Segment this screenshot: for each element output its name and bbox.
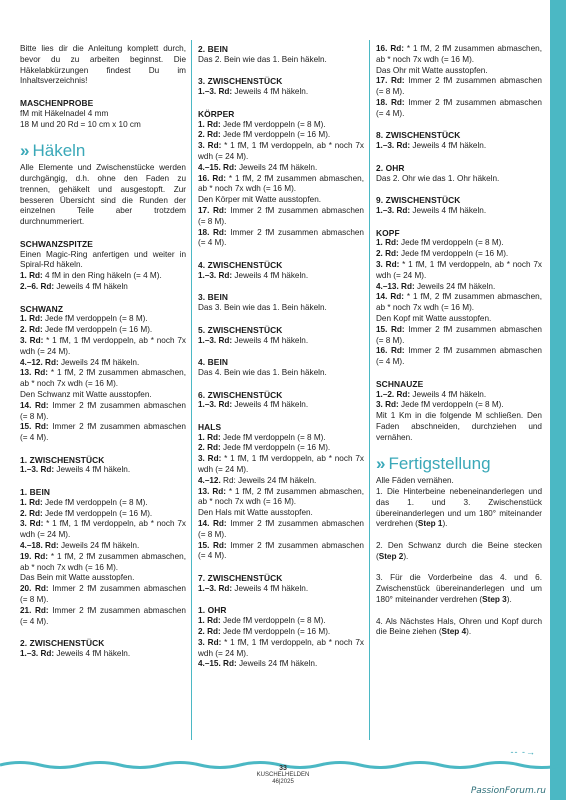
round-text: Jede fM verdoppeln (= 8 M). — [398, 400, 504, 410]
round-text: Immer 2 fM zusammen abmaschen (= 8 M). — [376, 324, 542, 345]
instruction-line — [198, 487, 364, 509]
section-heading: 5. ZWISCHENSTÜCK — [198, 324, 283, 335]
round-label: 1. Rd: — [198, 616, 221, 626]
instruction-line — [198, 519, 364, 541]
issue-number: 46|2025 — [272, 779, 294, 785]
round-text: Jeweils 4 fM häkeln. — [232, 270, 309, 280]
instruction-line — [198, 163, 364, 174]
instruction-line — [20, 390, 186, 401]
round-text: * 1 fM, 2 fM zusammen abmaschen, ab * noch 7x wdh (= 16 M). — [376, 292, 542, 313]
round-text: Jeweils 24 fM häkeln. — [236, 659, 318, 669]
section-heading: SCHNAUZE — [376, 378, 424, 389]
instruction-line — [20, 401, 186, 423]
right-edge-decoration — [550, 0, 566, 800]
instruction-line — [20, 606, 186, 628]
instruction-line — [198, 627, 364, 638]
round-text: Jede fM verdoppeln (= 8 M). — [220, 119, 326, 129]
step-reference: Step 1 — [417, 519, 443, 529]
round-label: 1.–3. Rd: — [198, 583, 233, 593]
round-text: Jeweils 24 fM häkeln. — [414, 281, 496, 291]
round-text: * 1 fM, 1 fM verdoppeln, ab * noch 7x wdh (= 24 M). — [20, 519, 186, 540]
round-text: * 1 fM, 1 fM verdoppeln, ab * noch 7x wdh (= 24 M). — [198, 454, 364, 475]
section-heading: SCHWANZ — [20, 303, 64, 314]
round-label: 1. Rd: — [198, 119, 221, 129]
instruction-line — [376, 238, 542, 249]
instruction-line — [198, 87, 364, 98]
round-label: 13. Rd: — [20, 368, 48, 378]
instruction-line — [198, 195, 364, 206]
round-text: Jeweils 4 fM häkeln. — [232, 335, 309, 345]
instruction-line — [198, 400, 364, 411]
instruction-line — [20, 509, 186, 520]
round-label: 16. Rd: — [376, 44, 404, 53]
instruction-line: Das 4. Bein wie das 1. Bein häkeln. — [198, 367, 327, 377]
round-label: 1.–3. Rd: — [198, 400, 233, 410]
round-text: Immer 2 fM zusammen abmaschen (= 4 M). — [20, 422, 186, 443]
round-label: 2. Rd: — [20, 508, 43, 518]
instruction-line — [20, 368, 186, 390]
round-text: * 1 fM, 2 fM zusammen abmaschen, ab * noch 7x wdh (= 16 M). — [198, 173, 364, 194]
round-text: Jede fM verdoppeln (= 8 M). — [220, 616, 326, 626]
round-text: Das Bein mit Watte ausstopfen. — [20, 573, 135, 583]
instruction-line — [198, 433, 364, 444]
section-heading: 2. BEIN — [198, 44, 229, 54]
round-text: Immer 2 fM zusammen abmaschen (= 4 M). — [20, 605, 186, 626]
round-text: Immer 2 fM zusammen abmaschen (= 8 M). — [198, 205, 364, 226]
instruction-line — [376, 249, 542, 260]
column-divider — [191, 40, 192, 740]
step-reference: Step 3 — [482, 595, 507, 605]
round-label: 16. Rd: — [198, 173, 226, 183]
instruction-line — [376, 260, 542, 282]
round-label: 2. Rd: — [198, 130, 221, 140]
assembly-step: 4. Als Nächstes Hals, Ohren und Kopf durch die Beine ziehen (Step 4). — [376, 616, 542, 637]
round-text: Jede fM verdoppeln (= 8 M). — [398, 238, 504, 248]
round-text: Jede fM verdoppeln (= 8 M). — [42, 497, 148, 507]
round-label: 14. Rd: — [198, 519, 227, 529]
instruction-line — [20, 271, 186, 282]
round-text: Immer 2 fM zusammen abmaschen (= 4 M). — [376, 97, 542, 118]
round-text: Rd: Jeweils 24 fM häkeln. — [220, 475, 317, 485]
instruction-line — [376, 314, 542, 325]
round-label: 14. Rd: — [20, 400, 49, 410]
round-text: Jeweils 4 fM häkeln. — [410, 389, 487, 399]
round-label: 2.–6. Rd: — [20, 281, 55, 291]
round-text: Jede fM verdoppeln (= 16 M). — [42, 325, 153, 335]
instruction-line — [198, 541, 364, 563]
round-text: Jede fM verdoppeln (= 8 M). — [42, 314, 148, 324]
instruction-line — [20, 519, 186, 541]
round-label: 4.–13. Rd: — [376, 281, 415, 291]
magazine-name: KUSCHELHELDEN — [256, 772, 310, 778]
assembly-step: 3. Für die Vorderbeine das 4. und 6. Zwischenstück übereinanderlegen und um 180° miteinander verdrehen (Step 3). — [376, 573, 542, 605]
round-text: Jeweils 24 fM häkeln. — [58, 541, 140, 551]
instruction-line — [198, 228, 364, 250]
round-label: 1.–3. Rd: — [20, 465, 55, 475]
instruction-line — [20, 314, 186, 325]
assembly-steps — [376, 487, 542, 638]
round-text: Den Schwanz mit Watte ausstopfen. — [20, 389, 152, 399]
round-text: Jede fM verdoppeln (= 16 M). — [220, 130, 331, 140]
instruction-line — [198, 659, 364, 670]
instruction-line: Das 2. Bein wie das 1. Bein häkeln. — [198, 54, 327, 64]
instruction-line — [376, 282, 542, 293]
round-text: Immer 2 fM zusammen abmaschen (= 8 M). — [376, 76, 542, 97]
round-text: Jeweils 4 fM häkeln. — [232, 400, 309, 410]
step-reference: Step 4 — [441, 627, 467, 637]
round-text: Einen Magic-Ring anfertigen und weiter in Spiral-Rd häkeln. — [20, 249, 186, 270]
chapter-heading-haekeln: » Häkeln — [20, 141, 86, 161]
instruction-line — [376, 325, 542, 347]
round-text: * 1 fM, 2 fM zusammen abmaschen, ab * noch 7x wdh (= 16 M). — [198, 486, 364, 507]
round-label: 1. Rd: — [20, 271, 43, 281]
page-number: 33 — [279, 765, 287, 772]
round-text: Immer 2 fM zusammen abmaschen (= 8 M). — [198, 519, 364, 539]
page-footer — [0, 765, 566, 786]
section-heading: 2. ZWISCHENSTÜCK — [20, 638, 105, 649]
instruction-line — [198, 508, 364, 519]
section-heading: 1. OHR — [198, 605, 227, 616]
round-text: Jede fM verdoppeln (= 16 M). — [42, 508, 153, 518]
step-reference: Step 2 — [378, 551, 404, 561]
round-label: 1. Rd: — [20, 497, 43, 507]
round-label: 3. Rd: — [198, 141, 222, 151]
instruction-line — [376, 206, 542, 217]
instruction-line — [20, 422, 186, 444]
round-text: * 1 fM, 1 fM verdoppeln, ab * noch 7x wdh (= 24 M). — [376, 259, 542, 280]
round-text: Jeweils 4 fM häkeln. — [54, 649, 131, 659]
round-text: Den Kopf mit Watte ausstopfen. — [376, 313, 492, 323]
round-text: Jede fM verdoppeln (= 16 M). — [220, 627, 331, 637]
round-text: Jeweils 4 fM häkeln. — [410, 141, 487, 151]
instruction-line — [198, 120, 364, 131]
round-label: 18. Rd: — [376, 97, 405, 107]
haekeln-text: Alle Elemente und Zwischenstücke werden durchgängig, d.h. ohne den Faden zu trennen, gehäkelt und ausgestopft. Zur besseren Übersicht sind die Runden der einzelnen Teile aber trotzdem durchnummeriert. — [20, 163, 186, 227]
instruction-line — [198, 443, 364, 454]
round-text: 4 fM in den Ring häkeln (= 4 M). — [42, 271, 162, 281]
round-label: 21. Rd: — [20, 605, 49, 615]
chapter-heading-fertigstellung: » Fertigstellung — [376, 454, 491, 474]
section-heading: 1. BEIN — [20, 487, 51, 498]
round-label: 3. Rd: — [20, 335, 44, 345]
gauge-line: fM mit Häkelnadel 4 mm — [20, 108, 109, 118]
round-text: * 1 fM, 1 fM verdoppeln, ab * noch 7x wdh (= 24 M). — [20, 335, 186, 356]
round-text: Jeweils 4 fM häkeln — [54, 281, 128, 291]
instruction-line — [198, 454, 364, 476]
round-label: 1.–3. Rd: — [376, 205, 411, 215]
round-label: 13. Rd: — [198, 486, 226, 496]
round-label: 4.–18. Rd: — [20, 541, 59, 551]
instruction-line — [376, 66, 542, 77]
round-label: 14. Rd: — [376, 292, 404, 302]
round-label: 3. Rd: — [20, 519, 44, 529]
instruction-line — [376, 98, 542, 120]
round-label: 15. Rd: — [376, 324, 405, 334]
section-heading: 4. BEIN — [198, 357, 229, 368]
round-text: * 1 fM, 2 fM zusammen abmaschen, ab * noch 7x wdh (= 16 M). — [20, 368, 186, 389]
assembly-step: 1. Die Hinterbeine nebeneinanderlegen und das 1. und 3. Zwischenstück übereinanderlegen und um 180° miteinander verdrehen (Step 1). — [376, 487, 542, 529]
round-text: Jeweils 4 fM häkeln. — [232, 87, 309, 97]
instruction-line — [198, 584, 364, 595]
instruction-line — [198, 174, 364, 196]
instruction-line — [376, 411, 542, 443]
gauge-line: 18 M und 20 Rd = 10 cm x 10 cm — [20, 119, 141, 129]
round-label: 19. Rd: — [20, 551, 48, 561]
round-text: Jede fM verdoppeln (= 16 M). — [220, 443, 331, 453]
section-heading: 1. ZWISCHENSTÜCK — [20, 454, 105, 465]
round-label: 3. Rd: — [198, 454, 222, 464]
round-text: Jeweils 4 fM häkeln. — [410, 205, 487, 215]
instruction-line — [198, 271, 364, 282]
instruction-line — [198, 206, 364, 228]
instruction-line — [20, 282, 186, 293]
section-heading: 8. ZWISCHENSTÜCK — [376, 130, 461, 141]
column-divider — [369, 40, 370, 740]
round-label: 1.–3. Rd: — [198, 270, 233, 280]
column-3 — [376, 44, 542, 649]
round-label: 1.–3. Rd: — [20, 649, 55, 659]
round-text: Immer 2 fM zusammen abmaschen (= 8 M). — [20, 400, 186, 421]
round-label: 2. Rd: — [198, 443, 221, 453]
round-label: 17. Rd: — [376, 76, 405, 86]
round-text: Den Körper mit Watte ausstopfen. — [198, 195, 322, 205]
section-heading: 9. ZWISCHENSTÜCK — [376, 195, 461, 206]
round-label: 17. Rd: — [198, 205, 227, 215]
instruction-line — [20, 649, 186, 660]
round-label: 18. Rd: — [198, 227, 227, 237]
instruction-line — [376, 44, 542, 66]
section-heading: SCHWANZSPITZE — [20, 238, 93, 249]
instruction-line — [20, 573, 186, 584]
instruction-line — [376, 390, 542, 401]
instruction-line — [20, 358, 186, 369]
round-label: 1.–3. Rd: — [376, 141, 411, 151]
round-label: 1. Rd: — [198, 432, 221, 442]
round-text: Immer 2 fM zusammen abmaschen (= 4 M). — [198, 540, 364, 561]
round-text: Jeweils 24 fM häkeln. — [236, 162, 318, 172]
round-label: 2. Rd: — [198, 627, 221, 637]
round-label: 16. Rd: — [376, 346, 405, 356]
instruction-line — [20, 336, 186, 358]
round-text: * 1 fM, 2 fM zusammen abmaschen, ab * noch 7x wdh (= 16 M). — [20, 551, 186, 572]
round-label: 3. Rd: — [198, 637, 222, 647]
section-heading: 2. OHR — [376, 162, 405, 173]
instruction-line — [20, 552, 186, 574]
intro-text: Bitte lies dir die Anleitung komplett durch, bevor du zu arbeiten beginnst. Die Häkelabkürzungen findest Du im Inhaltsverzeichnis! — [20, 44, 186, 86]
round-label: 1.–2. Rd: — [376, 389, 411, 399]
column-1 — [20, 44, 186, 671]
instruction-line — [198, 638, 364, 660]
round-text: Das Ohr mit Watte ausstopfen. — [376, 65, 488, 75]
round-label: 3. Rd: — [376, 259, 400, 269]
section-heading: KÖRPER — [198, 108, 235, 119]
round-text: Mit 1 Km in die folgende M schließen. Den Faden abschneiden, durchziehen und vernähen. — [376, 411, 542, 442]
round-text: Jede fM verdoppeln (= 8 M). — [220, 432, 326, 442]
fertig-intro: Alle Fäden vernähen. — [376, 476, 454, 486]
round-text: * 1 fM, 1 fM verdoppeln, ab * noch 7x wdh (= 24 M). — [198, 141, 364, 161]
section-heading: 3. ZWISCHENSTÜCK — [198, 76, 283, 87]
instruction-line: Das 3. Bein wie das 1. Bein häkeln. — [198, 303, 327, 313]
instruction-line — [376, 76, 542, 98]
round-label: 1. Rd: — [376, 238, 399, 248]
round-text: Den Hals mit Watte ausstopfen. — [198, 508, 313, 518]
instruction-line — [20, 325, 186, 336]
instruction-line — [198, 336, 364, 347]
round-text: Jeweils 24 fM häkeln. — [58, 357, 140, 367]
section-heading: 3. BEIN — [198, 292, 229, 303]
round-text: Jeweils 4 fM häkeln. — [232, 583, 309, 593]
round-label: 4.–12. — [198, 475, 221, 485]
round-label: 2. Rd: — [20, 325, 43, 335]
instruction-line — [376, 141, 542, 152]
round-label: 3. Rd: — [376, 400, 399, 410]
instruction-line — [198, 141, 364, 163]
round-label: 15. Rd: — [20, 422, 49, 432]
instruction-line — [376, 292, 542, 314]
round-label: 4.–15. Rd: — [198, 162, 237, 172]
round-text: Jeweils 4 fM häkeln. — [54, 465, 131, 475]
instruction-line — [20, 541, 186, 552]
section-heading: 4. ZWISCHENSTÜCK — [198, 259, 283, 270]
continue-arrow: -- -→ — [510, 747, 536, 757]
instruction-line — [20, 584, 186, 606]
instruction-line: Das 2. Ohr wie das 1. Ohr häkeln. — [376, 173, 500, 183]
round-label: 15. Rd: — [198, 540, 227, 550]
round-label: 1. Rd: — [20, 314, 43, 324]
instruction-line — [376, 400, 542, 411]
round-text: Immer 2 fM zusammen abmaschen (= 4 M). — [198, 227, 364, 248]
column-2 — [198, 44, 364, 681]
round-label: 2. Rd: — [376, 249, 399, 259]
assembly-step: 2. Den Schwanz durch die Beine stecken (Step 2). — [376, 541, 542, 561]
section-heading: 6. ZWISCHENSTÜCK — [198, 389, 283, 400]
round-text: * 1 fM, 1 fM verdoppeln, ab * noch 7x wdh (= 24 M). — [198, 637, 364, 658]
round-label: 1.–3. Rd: — [198, 87, 233, 97]
section-heading: MASCHENPROBE — [20, 97, 94, 108]
instruction-line — [198, 616, 364, 627]
instruction-line — [376, 346, 542, 368]
instruction-line — [20, 465, 186, 476]
round-text: Immer 2 fM zusammen abmaschen (= 4 M). — [376, 346, 542, 367]
round-label: 4.–15. Rd: — [198, 659, 237, 669]
round-text: Jede fM verdoppeln (= 16 M). — [398, 249, 509, 259]
round-label: 20. Rd: — [20, 584, 49, 594]
round-text: Immer 2 fM zusammen abmaschen (= 8 M). — [20, 584, 186, 605]
instruction-line — [20, 250, 186, 272]
round-label: 4.–12. Rd: — [20, 357, 59, 367]
section-heading: HALS — [198, 421, 222, 432]
instruction-line — [198, 476, 364, 487]
section-heading: KOPF — [376, 227, 400, 238]
instruction-line — [198, 130, 364, 141]
watermark: PassionForum.ru — [470, 786, 546, 796]
section-heading: 7. ZWISCHENSTÜCK — [198, 573, 283, 584]
round-label: 1.–3. Rd: — [198, 335, 233, 345]
instruction-line — [20, 498, 186, 509]
round-text: * 1 fM, 2 fM zusammen abmaschen, ab * noch 7x wdh (= 16 M). — [376, 44, 542, 64]
